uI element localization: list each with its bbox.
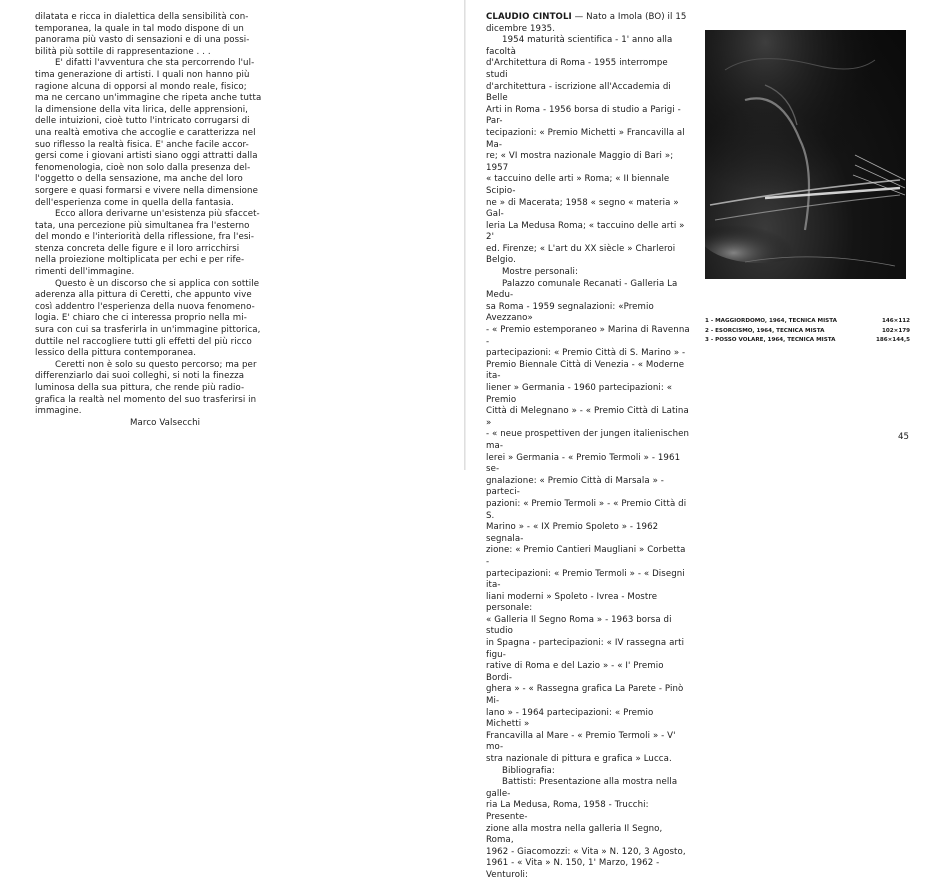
- caption-row: 3 - POSSO VOLARE, 1964, TECNICA MISTA 186×144,5: [705, 337, 910, 344]
- essay-paragraph-5: Ceretti non è solo su questo percorso; ma per differenziarlo dai suoi colleghi, si noti la finezza luminosa della sua pittura, che rende più radio- grafica la realtà nel momento del suo trasferirsi in immagine.: [35, 359, 257, 417]
- essay-line: dilatata e ricca in dialettica della sensibilità con-: [35, 12, 249, 22]
- caption-row: 1 - MAGGIORDOMO, 1964, TECNICA MISTA 146×112: [705, 318, 910, 324]
- essay-paragraph-2: E' difatti l'avventura che sta percorrendo l'ul- tima generazione di artisti. I quali non hanno più ragione alcuna di opporsi al mondo reale, fisico; ma ne cercano un'immagine che ripeta anche tutta la dimensione della vita lirica, delle apprensioni, delle intuizioni, cioè tutto l'intricato corrugarsi di una realtà emotiva che accoglie e caratterizza nel suo riflesso la realtà fisica. E' anche facile accor- gersi come i giovani artisti siano oggi attratti dalla fenomenologia, cioè non solo dalla presenza del- l'oggetto o della sensazione, ma anche del loro sorgere e quasi formarsi e vivere nella dimensione dell'esperienza come in quella della fantasia.: [35, 58, 262, 208]
- page-number: 45: [898, 432, 909, 442]
- artist-biography: [486, 12, 691, 882]
- essay-line: temporanea, la quale in tal modo dispone di un: [35, 23, 244, 34]
- artwork-drawing: [705, 30, 906, 279]
- mostre-heading: Mostre personali:: [502, 267, 578, 278]
- essay-column: [35, 12, 435, 429]
- essay-signature: Marco Valsecchi: [130, 417, 201, 428]
- essay-line: bilità più sottile di rappresentazione . . .: [35, 46, 211, 57]
- bibliography-heading: Bibliografia:: [502, 765, 555, 776]
- artist-name: CLAUDIO CINTOLI: [486, 12, 572, 22]
- caption-row: 2 - ESORCISMO, 1964, TECNICA MISTA 102×179: [705, 327, 910, 334]
- bibliography-paragraph: Battisti: Presentazione alla mostra nella galle- ria La Medusa, Roma, 1958 - Trucchi: Presente- zione alla mostra nella galleria Il Segno, Roma, 1962 - Giacomozzi: « Vita » N. 120, 3 Agosto, 1961 - « Vita » N. 150, 1' Marzo, 1962 - Venturoli:: [486, 777, 686, 880]
- artwork-image: [705, 30, 906, 279]
- bio-heading: CLAUDIO CINTOLI — Nato a Imola (BO) il 15 dicembre 1935.: [486, 12, 687, 34]
- essay-paragraph-3: Ecco allora derivarne un'esistenza più sfaccet- tata, una percezione più simultanea fra l'esterno del mondo e l'interiorità della riflessione, fra l'esi- stenza concreta delle figure e il loro arricchirsi nella proiezione moltiplicata per echi e per rife- rimenti dell'immagine.: [35, 209, 260, 278]
- essay-paragraph-4: Questo è un discorso che si applica con sottile aderenza alla pittura di Ceretti, che appunto vive così addentro l'esperienza della nuova fenomeno- logia. E' chiaro che ci interessa proprio nella mi- sura con cui sa trasferirla in un'immagine pittorica, duttile nel raccogliere tutti gli effetti del più ricco lessico della pittura contemporanea.: [35, 278, 261, 359]
- essay-line: panorama più vasto di sensazioni e di una possi-: [35, 35, 250, 46]
- artwork-captions: [705, 317, 910, 346]
- page-fold: [464, 0, 466, 470]
- bio-paragraph: 1954 maturità scientifica - 1' anno alla facoltà d'Architettura di Roma - 1955 interrompe studi d'architettura - iscrizione all'Accademia di Belle Arti in Roma - 1956 borsa di studio a Parigi - Par- tecipazioni: « Premio Michetti » Francavilla al Ma- re; « VI mostra nazionale Maggio di Bari »; 1957 « taccuino delle arti » Roma; « II biennale Scipio- ne » di Macerata; 1958 « segno « materia » Gal- leria La Medusa Roma; « taccuino delle arti » 2' ed. Firenze; « L'art du XX siècle » Charleroi Belgio.: [486, 35, 685, 266]
- essay-paragraph-1: [35, 12, 435, 58]
- exhibitions-paragraph: Palazzo comunale Recanati - Galleria La Medu- sa Roma - 1959 segnalazioni: «Premio Avezzano» - « Premio estemporaneo » Marina di Ravenna - partecipazioni: « Premio Città di S. Marino » - Premio Biennale Città di Venezia - « Moderne ita- liener » Germania - 1960 partecipazioni: « Premio Città di Melegnano » - « Premio Città di Latina » - « neue prospettiven der jungen italienischen ma- lerei » Germania - « Premio Termoli » - 1961 se- gnalazione: « Premio Città di Marsala » - parteci- pazioni: « Premio Termoli » - « Premio Città di S. Marino » - « IX Premio Spoleto » - 1962 segnala- zione: « Premio Cantieri Maugliani » Corbetta - partecipazioni: « Premio Termoli » - « Disegni ita- liani moderni » Spoleto - Ivrea - Mostre personale: « Galleria Il Segno Roma » - 1963 borsa di studio in Spagna - partecipazioni: « IV rassegna arti figu- rative di Roma e del Lazio » - « I' Premio Bordi- ghera » - « Rassegna grafica La Parete - Pinò Mi- lano » - 1964 partecipazioni: « Premio Michetti » Francavilla al Mare - « Premio Termoli » - V' mo- stra nazionale di pittura e grafica » Lucca.: [486, 278, 690, 764]
